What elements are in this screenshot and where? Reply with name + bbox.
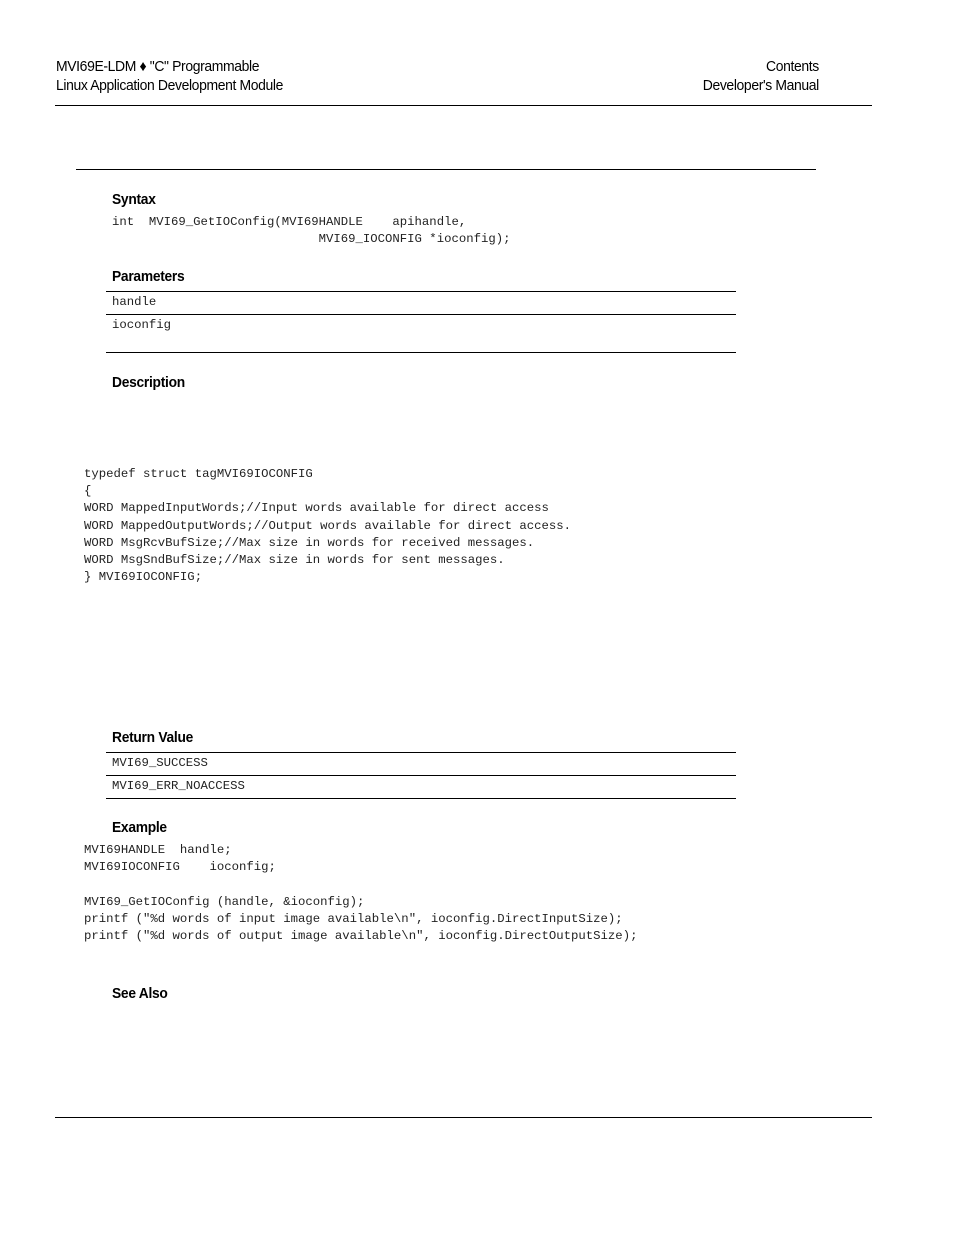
see-also-heading: See Also xyxy=(112,985,168,1002)
return-value-table xyxy=(106,752,736,799)
syntax-heading: Syntax xyxy=(112,191,156,208)
example-heading: Example xyxy=(112,819,167,836)
description-heading: Description xyxy=(112,374,185,391)
product-subtitle: Linux Application Development Module xyxy=(56,77,284,94)
parameter-row-handle: handle xyxy=(106,291,736,314)
section-divider xyxy=(76,169,816,170)
parameters-table xyxy=(106,291,736,353)
syntax-code: int MVI69_GetIOConfig(MVI69HANDLE apihandle, MVI69_IOCONFIG *ioconfig); xyxy=(112,215,511,247)
page-header-left xyxy=(56,57,283,95)
footer-divider xyxy=(55,1117,872,1118)
page-header-right xyxy=(703,57,819,95)
ioconfig-struct-code: typedef struct tagMVI69IOCONFIG { WORD MappedInputWords;//Input words available for direct access WORD MappedOutputWords;//Output words available for direct access. WORD MsgRcvBufSize;//Max size in words for received messages. WORD MsgSndBufSize;//Max size in words for sent messages. } MVI69IOCONFIG; xyxy=(84,467,572,585)
product-title: MVI69E-LDM ♦ "C" Programmable xyxy=(56,58,260,75)
parameters-heading: Parameters xyxy=(112,268,185,285)
parameter-row-ioconfig: ioconfig xyxy=(106,314,736,353)
section-name: Contents xyxy=(766,58,819,75)
return-value-heading: Return Value xyxy=(112,729,194,746)
manual-name: Developer's Manual xyxy=(702,77,819,94)
return-row-noaccess: MVI69_ERR_NOACCESS xyxy=(106,775,736,799)
example-code: MVI69HANDLE handle; MVI69IOCONFIG ioconfig; MVI69_GetIOConfig (handle, &ioconfig); printf ("%d words of input image available\n", ioconfig.DirectInputSize); printf ("%d words of output image available\n", ioconfig.DirectOutputSize); xyxy=(84,843,638,944)
return-row-success: MVI69_SUCCESS xyxy=(106,752,736,775)
header-divider xyxy=(55,105,872,106)
